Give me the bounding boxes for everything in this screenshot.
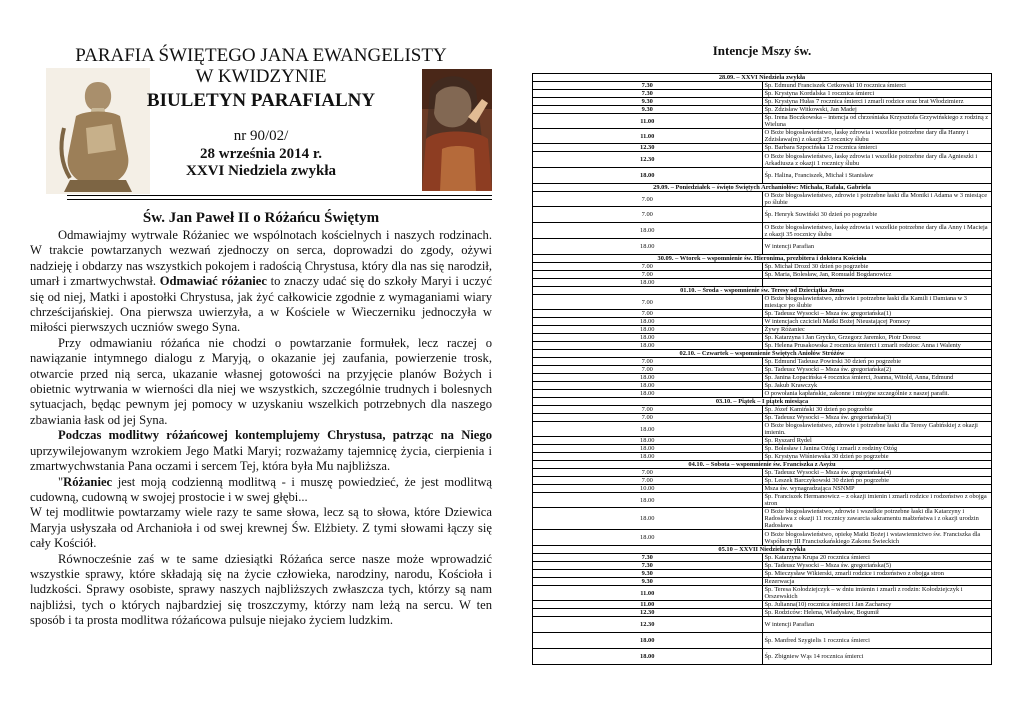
day-heading: 02.10. – Czwartek – wspomnienie Świętych Aniołów Stróżów	[533, 350, 992, 358]
mass-time: 18.00	[533, 382, 763, 390]
intention-text: Śp. Julianna(10) rocznica śmierci i Jan Zacharscy	[762, 601, 992, 609]
intention-row	[533, 445, 992, 453]
intention-text: Żywy Różaniec	[762, 326, 992, 334]
mass-time: 18.00	[533, 633, 763, 649]
intention-text: Śp. Henryk Suwiński 30 dzień po pogrzebie	[762, 207, 992, 223]
intention-row	[533, 422, 992, 437]
intention-text: Śp. Zdzisław Witkowski, Jan Madej	[762, 106, 992, 114]
mass-time: 7.00	[533, 263, 763, 271]
intention-text: Śp. Jakub Krawczyk	[762, 382, 992, 390]
mass-time: 7.00	[533, 477, 763, 485]
intention-text: Msza św. wynagradzająca NSNMP	[762, 485, 992, 493]
intention-text: Śp. Bolesław i Janina Ożóg i zmarli z rodziny Ożóg	[762, 445, 992, 453]
intention-row	[533, 192, 992, 207]
intention-row	[533, 90, 992, 98]
intention-row	[533, 406, 992, 414]
intention-text: Śp. Tadeusz Wysocki – Msza św. gregoriańska(1)	[762, 310, 992, 318]
mass-time: 18.00	[533, 279, 763, 287]
intention-text: Śp. Franciszek Hermanowicz – z okazji imienin i zmarli rodzice i rodzeństwo z obojga stron	[762, 493, 992, 508]
intention-text: Śp. Maria, Bolesław, Jan, Romuald Bogdanowicz	[762, 271, 992, 279]
mass-time: 18.00	[533, 437, 763, 445]
mass-time: 11.00	[533, 114, 763, 129]
intention-row	[533, 271, 992, 279]
text-bold: Odmawiać różaniec	[159, 274, 267, 289]
text-span: "	[58, 474, 64, 489]
mass-intentions-table	[532, 73, 992, 665]
intention-text: O Boże błogosławieństwo, zdrowie i potrzebne łaski dla Moniki i Adama w 3 miesiące po ślubie	[762, 192, 992, 207]
mass-time: 18.00	[533, 326, 763, 334]
intention-text: Śp. Barbara Szpocińska 12 rocznica śmierci	[762, 144, 992, 152]
day-heading: 28.09. – XXVI Niedziela zwykła	[533, 74, 992, 82]
mass-time: 11.00	[533, 129, 763, 144]
mass-time: 18.00	[533, 374, 763, 382]
mass-time: 11.00	[533, 601, 763, 609]
intention-text: Śp. Ryszard Rydel	[762, 437, 992, 445]
mass-time: 9.30	[533, 98, 763, 106]
article-paragraph	[30, 475, 492, 506]
intention-text: Śp. Edmund Franciszek Cetkowski 10 rocznica śmierci	[762, 82, 992, 90]
intention-row	[533, 318, 992, 326]
text-span: uprzywilejowanym wzrokiem Jego Matki Maryi; rozważamy tajemnicę życia, cierpienia i zmartwychwstania Pana oczami i sercem Tej, która była Mu najbliższa.	[30, 443, 492, 474]
mass-time: 18.00	[533, 334, 763, 342]
intention-row	[533, 144, 992, 152]
intention-text: O powołania kapłańskie, zakonne i misyjne szczególnie z naszej parafii.	[762, 390, 992, 398]
intention-row	[533, 279, 992, 287]
intention-row	[533, 437, 992, 445]
intention-text: Śp. Janina Łopacińska 4 rocznica śmierci, Joanna, Witold, Anna, Edmund	[762, 374, 992, 382]
intention-text: O Boże błogosławieństwo, łaskę zdrowia i wszelkie potrzebne dary dla Anny i Macieja z okazji 35 rocznicy ślubu	[762, 223, 992, 239]
header-rule-thin	[67, 199, 492, 200]
intention-text: Rezerwacja	[762, 578, 992, 586]
intention-row	[533, 263, 992, 271]
intention-row	[533, 129, 992, 144]
day-heading-row	[533, 546, 992, 554]
mass-time: 18.00	[533, 453, 763, 461]
intention-text: Śp. Katarzyna i Jan Grycko, Grzegorz Jaremko, Piotr Dorosz	[762, 334, 992, 342]
right-page	[532, 0, 992, 725]
day-heading: 01.10. – Środa - wspomnienie św. Teresy od Dzieciątka Jezus	[533, 287, 992, 295]
mass-time: 18.00	[533, 649, 763, 665]
mass-time: 7.00	[533, 358, 763, 366]
mass-time: 7.00	[533, 295, 763, 310]
intention-row	[533, 649, 992, 665]
intention-row	[533, 469, 992, 477]
intention-row	[533, 358, 992, 366]
text-span: to znaczy udać się do szkoły Maryi i uczyć się od niej, Matki i apostołki Chrystusa, jak żyć całkowicie zgodnie z wymaganiami wiary chrześcijańskiej. Ona pierwsza uwierzyła, a w Kościele w Wieczerniku jednoczyła w miłości pierwszych uczniów swego Syna.	[30, 274, 493, 335]
mass-time: 18.00	[533, 223, 763, 239]
intention-row	[533, 390, 992, 398]
intention-text: O Boże błogosławieństwo, łaskę zdrowia i wszelkie potrzebne dary dla Hanny i Zdzisława(m) z okazji 25 rocznicy ślubu	[762, 129, 992, 144]
article-paragraph: Równocześnie zaś w te same dziesiątki Różańca serce nasze może wprowadzić wszystkie sprawy, które składają się na życie człowieka, narodziny, narodu, Kościoła i ludzkości. Sprawy osobiste, sprawy naszych najbliższych zwłaszcza tych, którzy są nam najbliżsi, tych o których najbardziej się troszczymy, którzy nam leżą na sercu. W ten sposób i ta prosta modlitwa różańcowa pulsuje niejako życiem ludzkim.	[30, 551, 492, 628]
intention-row	[533, 98, 992, 106]
mass-time: 7.00	[533, 207, 763, 223]
intention-text: Śp. Krystyna Kordalska 1 rocznica śmierci	[762, 90, 992, 98]
intention-row	[533, 453, 992, 461]
mass-time: 9.30	[533, 578, 763, 586]
mass-time: 18.00	[533, 530, 763, 546]
mass-time: 18.00	[533, 168, 763, 184]
intention-row	[533, 366, 992, 374]
issue-date: 28 września 2014 r.	[200, 146, 322, 162]
intention-row	[533, 334, 992, 342]
mass-time: 18.00	[533, 493, 763, 508]
intention-row	[533, 374, 992, 382]
day-heading-row	[533, 184, 992, 192]
mass-time: 7.00	[533, 271, 763, 279]
intention-text: Śp. Irena Boczkowska – intencja od chrześniaka Krzysztofa Grzywińskiego z rodziną z Wieluna	[762, 114, 992, 129]
mass-time: 7.30	[533, 554, 763, 562]
intention-row	[533, 114, 992, 129]
intention-text: Śp. Michał Drozd 30 dzień po pogrzebie	[762, 263, 992, 271]
intention-text: Śp. Teresa Kołodziejczyk – w dniu imienin i zmarli z rodzin: Kołodziejczyk i Orszewskich	[762, 586, 992, 601]
article-paragraph	[30, 228, 492, 336]
article-paragraph: W tej modlitwie powtarzamy wiele razy te same słowa, lecz są to słowa, które Dziewica Maryja usłyszała od Archanioła i od swej krewnej Św. Elżbiety. Z tymi słowami łączy się cały Kościół.	[30, 505, 492, 551]
day-heading-row	[533, 398, 992, 406]
mass-time: 18.00	[533, 508, 763, 530]
intention-row	[533, 342, 992, 350]
mass-time: 12.30	[533, 144, 763, 152]
intention-text: Śp. Tadeusz Wysocki – Msza św. gregoriańska(3)	[762, 414, 992, 422]
intention-text: Śp. Józef Kamiński 30 dzień po pogrzebie	[762, 406, 992, 414]
intention-text: O Boże błogosławieństwo, opiekę Matki Bożej i wstawiennictwo św. Franciszka dla Wspólnoty III Franciszkańskiego Zakonu Świeckich	[762, 530, 992, 546]
article-title: Św. Jan Paweł II o Różańcu Świętym	[142, 210, 380, 226]
intention-text: Śp. Halina, Franciszek, Michał i Stanisław	[762, 168, 992, 184]
intention-row	[533, 570, 992, 578]
article-paragraph	[30, 428, 492, 474]
mass-time: 18.00	[533, 390, 763, 398]
text-span: Odmawiajmy wytrwale Różaniec we wspólnotach kościelnych i naszych rodzinach. W trakcie powtarzanych wezwań zjednoczy on serca, doprowadzi do zgody, ożywi nadzieję i obdarzy nas wszystkich pokojem i radością Chrystusa, który dla nas się narodził, umarł i zmartwychwstał.	[30, 228, 492, 289]
liturgical-sunday: XXVI Niedziela zwykła	[186, 163, 336, 179]
intention-row	[533, 326, 992, 334]
intention-text: Śp. Helena Prusakowska 2 rocznica śmierci i zmarli rodzice: Anna i Walenty	[762, 342, 992, 350]
intention-row	[533, 382, 992, 390]
intention-row	[533, 82, 992, 90]
mass-time: 18.00	[533, 422, 763, 437]
intention-row	[533, 508, 992, 530]
mass-time: 7.30	[533, 90, 763, 98]
intention-row	[533, 239, 992, 255]
day-heading: 05.10 – XXVII Niedziela zwykła	[533, 546, 992, 554]
intention-row	[533, 106, 992, 114]
mass-time: 7.30	[533, 562, 763, 570]
intention-text: O Boże błogosławieństwo, łaskę zdrowia i wszelkie potrzebne dary dla Agnieszki i Arkadiusza z okazji 1 rocznicy ślubu	[762, 152, 992, 168]
intention-text: O Boże błogosławieństwo, zdrowie i wszelkie potrzebne łaski dla Katarzyny i Radosława z okazji 11 rocznicy zawarcia sakramentu małżeństwa i z okazji urodzin Radosława	[762, 508, 992, 530]
day-heading: 04.10. – Sobota – wspomnienie św. Franciszka z Asyżu	[533, 461, 992, 469]
mass-time: 10.00	[533, 485, 763, 493]
intention-row	[533, 578, 992, 586]
intention-row	[533, 485, 992, 493]
intention-row	[533, 477, 992, 485]
day-heading: 30.09. – Wtorek – wspomnienie św. Hieronima, prezbitera i doktora Kościoła	[533, 255, 992, 263]
mass-time: 12.30	[533, 617, 763, 633]
mass-time: 7.00	[533, 406, 763, 414]
intention-row	[533, 562, 992, 570]
text-span: jest moją codzienną modlitwą - i muszę powiedzieć, że jest modlitwą cudowną, cudowną w swojej prostocie i w swej głębi...	[30, 474, 492, 504]
intention-text: W intencji Parafian	[762, 239, 992, 255]
intention-row	[533, 633, 992, 649]
intention-row	[533, 586, 992, 601]
intention-row	[533, 554, 992, 562]
mass-time: 18.00	[533, 445, 763, 453]
mass-time: 12.30	[533, 609, 763, 617]
intention-text: Śp. Leszek Barczykowski 30 dzień po pogrzebie	[762, 477, 992, 485]
intention-row	[533, 223, 992, 239]
bulletin-title: BIULETYN PARAFIALNY	[146, 90, 376, 111]
intention-row	[533, 295, 992, 310]
mass-time: 7.00	[533, 414, 763, 422]
text-bold: Podczas modlitwy różańcowej kontemplujemy Chrystusa, patrząc na Niego	[58, 428, 492, 443]
mass-time: 9.30	[533, 570, 763, 578]
article-paragraph: Przy odmawianiu różańca nie chodzi o powtarzanie formułek, lecz raczej o nawiązanie intymnego dialogu z Maryją, o okazanie jej zaufania, powierzenie trosk, otwarcie przed nią serca, ukazanie własnej gotowości na przyjęcie planów Bożych i obietnic wytrwania w wierności dla niej we wszystkich, szczególnie trudnych i bolesnych sytuacjach, będąc pewnym jej pomocy w uzyskaniu wszelkich potrzebnych dla naszego zbawiania łask od jej Syna.	[30, 335, 492, 427]
parish-city: W KWIDZYNIE	[195, 66, 327, 87]
intention-text: Śp. Mieczysław Wikierski, zmarli rodzice i rodzeństwo z obojga stron	[762, 570, 992, 578]
intention-text: Śp. Tadeusz Wysocki – Msza św. gregoriańska(4)	[762, 469, 992, 477]
intention-row	[533, 609, 992, 617]
intention-text	[762, 279, 992, 287]
day-heading: 29.09. – Poniedziałek – święto Świętych Archaniołów: Michała, Rafała, Gabriela	[533, 184, 992, 192]
day-heading-row	[533, 461, 992, 469]
intention-row	[533, 310, 992, 318]
intention-text: W intencjach czcicieli Matki Bożej Nieustającej Pomocy	[762, 318, 992, 326]
header-rule	[67, 195, 492, 196]
intention-text: Śp. Zbigniew Wąs 14 rocznica śmierci	[762, 649, 992, 665]
day-heading-row	[533, 287, 992, 295]
mass-time: 12.30	[533, 152, 763, 168]
issue-number: nr 90/02/	[233, 128, 289, 144]
mass-time: 18.00	[533, 318, 763, 326]
intention-text: Śp. Krystyna Wiśniewska 30 dzień po pogrzebie	[762, 453, 992, 461]
mass-time: 7.00	[533, 469, 763, 477]
article-body	[30, 228, 492, 629]
intention-row	[533, 168, 992, 184]
intention-text: O Boże błogosławieństwo, zdrowie i potrzebne łaski dla Kamili i Damiana w 3 miesiące po ślubie	[762, 295, 992, 310]
parish-name: PARAFIA ŚWIĘTEGO JANA EWANGELISTY	[75, 45, 447, 66]
intention-row	[533, 414, 992, 422]
intention-text: Śp. Rodziców: Helena, Władysław, Bogumił	[762, 609, 992, 617]
intention-row	[533, 207, 992, 223]
left-page	[30, 0, 492, 725]
day-heading-row	[533, 74, 992, 82]
mass-time: 7.00	[533, 366, 763, 374]
day-heading-row	[533, 350, 992, 358]
day-heading: 03.10. – Piątek – I piątek miesiąca	[533, 398, 992, 406]
intention-row	[533, 530, 992, 546]
mass-time: 7.00	[533, 192, 763, 207]
praying-saint-image	[422, 69, 492, 191]
intention-text: W intencji Parafian	[762, 617, 992, 633]
intention-text: Śp. Krystyna Hułas 7 rocznica śmierci i zmarli rodzice oraz brat Włodzimierz	[762, 98, 992, 106]
mass-time: 7.30	[533, 82, 763, 90]
intention-row	[533, 601, 992, 609]
intention-text: Śp. Tadeusz Wysocki – Msza św. gregoriańska(2)	[762, 366, 992, 374]
mass-time: 9.30	[533, 106, 763, 114]
mass-time: 7.00	[533, 310, 763, 318]
intention-text: Śp. Edmund Tadeusz Powirski 30 dzień po pogrzebie	[762, 358, 992, 366]
intention-text: O Boże błogosławieństwo, zdrowie i potrzebne łaski dla Teresy Gabińskiej z okazji imienin.	[762, 422, 992, 437]
text-bold: Różaniec	[63, 474, 113, 489]
mass-time: 18.00	[533, 239, 763, 255]
intention-text: Śp. Manfred Szygielis 1 rocznica śmierci	[762, 633, 992, 649]
intention-row	[533, 152, 992, 168]
intention-row	[533, 617, 992, 633]
day-heading-row	[533, 255, 992, 263]
intention-row	[533, 493, 992, 508]
mass-time: 11.00	[533, 586, 763, 601]
intentions-title: Intencje Mszy św.	[712, 43, 812, 58]
intention-text: Śp. Tadeusz Wysocki – Msza św. gregoriańska(5)	[762, 562, 992, 570]
mass-time: 18.00	[533, 342, 763, 350]
intention-text: Śp. Katarzyna Krupa 20 rocznica śmierci	[762, 554, 992, 562]
